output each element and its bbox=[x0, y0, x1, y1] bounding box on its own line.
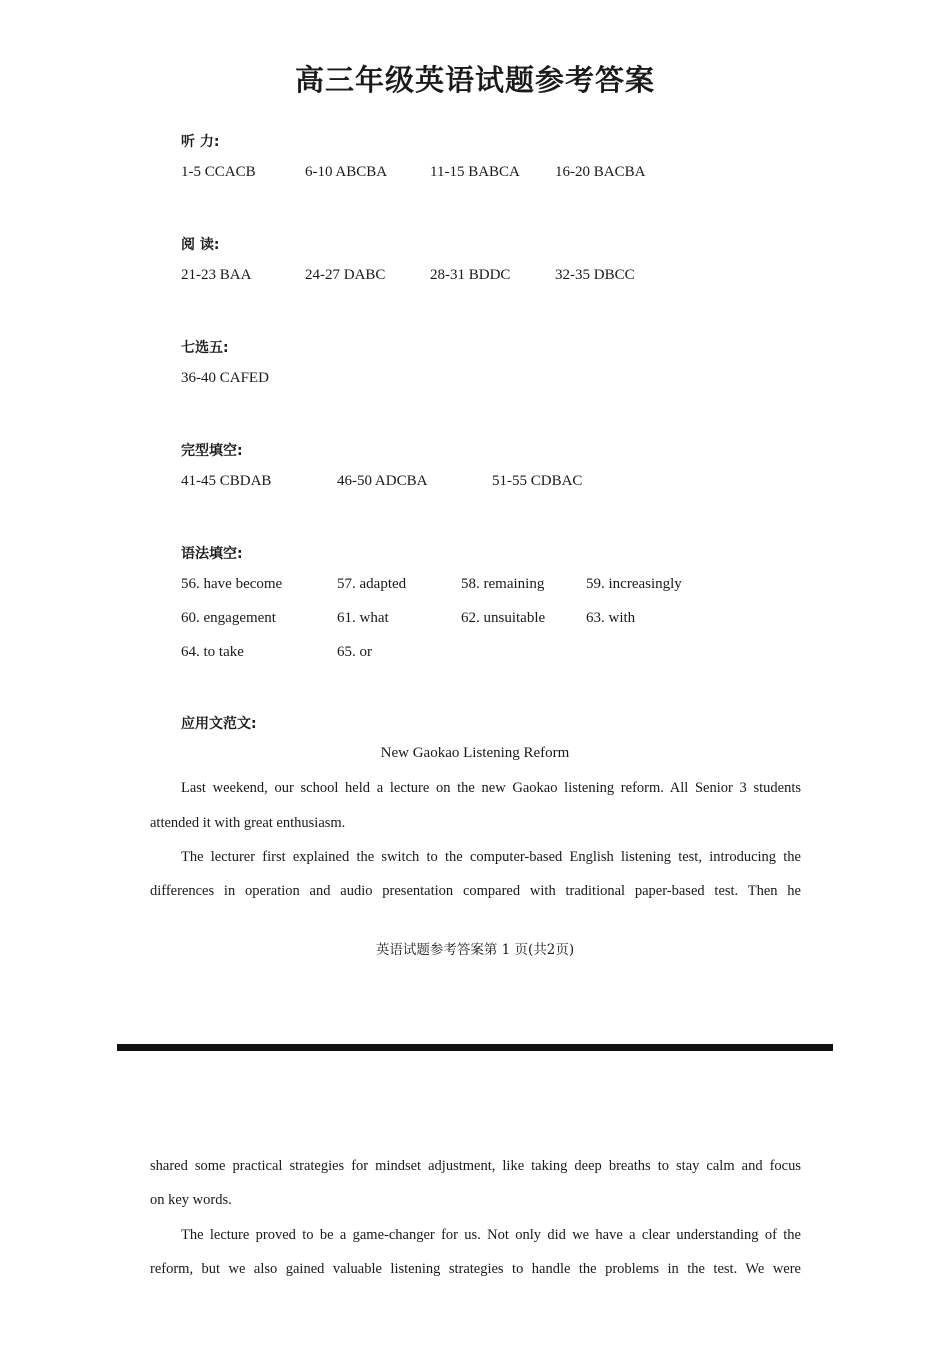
grammar-answer: 60. engagement bbox=[181, 610, 276, 626]
essay-line: The lecture proved to be a game-changer for us. Not only did we have a clear understanding of the bbox=[181, 1227, 801, 1243]
grammar-answer: 56. have become bbox=[181, 576, 283, 592]
essay-line: on key words. bbox=[150, 1192, 232, 1208]
answer-group: 1-5 CCACB bbox=[181, 164, 256, 180]
grammar-answer: 63. with bbox=[586, 610, 636, 626]
section-label-cloze: 完型填空: bbox=[181, 443, 243, 459]
essay-line: attended it with great enthusiasm. bbox=[150, 815, 346, 831]
answer-group: 36-40 CAFED bbox=[181, 370, 269, 386]
answer-group: 24-27 DABC bbox=[305, 267, 386, 283]
listening-answers bbox=[0, 164, 950, 186]
grammar-answer: 62. unsuitable bbox=[461, 610, 546, 626]
answer-group: 16-20 BACBA bbox=[555, 164, 646, 180]
answer-group: 32-35 DBCC bbox=[555, 267, 635, 283]
cloze-answers bbox=[0, 473, 950, 495]
essay-line: differences in operation and audio presentation compared with traditional paper-based test. Then he bbox=[150, 883, 801, 899]
page-title: 高三年级英语试题参考答案 bbox=[294, 63, 655, 97]
grammar-answer: 59. increasingly bbox=[586, 576, 682, 592]
answer-group: 6-10 ABCBA bbox=[305, 164, 388, 180]
essay-line: The lecturer first explained the switch to the computer-based English listening test, introducing the bbox=[181, 849, 801, 865]
answer-group: 46-50 ADCBA bbox=[337, 473, 428, 489]
page-divider bbox=[117, 1044, 833, 1051]
section-label-writing: 应用文范文: bbox=[181, 716, 257, 732]
essay-line: reform, but we also gained valuable listening strategies to handle the problems in the test. We were bbox=[150, 1261, 801, 1277]
page-footer: 英语试题参考答案第 1 页(共2页) bbox=[375, 942, 575, 958]
section-label-reading: 阅 读: bbox=[181, 237, 220, 253]
answer-group: 21-23 BAA bbox=[181, 267, 252, 283]
grammar-answer: 61. what bbox=[337, 610, 389, 626]
grammar-answers-row-2 bbox=[0, 610, 950, 632]
essay-line: Last weekend, our school held a lecture on the new Gaokao listening reform. All Senior 3 students bbox=[181, 780, 801, 796]
answer-group: 41-45 CBDAB bbox=[181, 473, 272, 489]
reading-answers bbox=[0, 267, 950, 289]
grammar-answers-row-1 bbox=[0, 576, 950, 598]
seven-choose-five-answers bbox=[0, 370, 950, 392]
grammar-answer: 57. adapted bbox=[337, 576, 407, 592]
essay-title: New Gaokao Listening Reform bbox=[380, 745, 570, 761]
section-label-seven-choose-five: 七选五: bbox=[181, 340, 229, 356]
grammar-answers-row-3 bbox=[0, 644, 950, 666]
section-label-listening: 听 力: bbox=[181, 134, 220, 150]
essay-line: shared some practical strategies for mindset adjustment, like taking deep breaths to stay calm and focus bbox=[150, 1158, 801, 1174]
section-label-grammar: 语法填空: bbox=[181, 546, 243, 562]
grammar-answer: 65. or bbox=[337, 644, 372, 660]
answer-group: 28-31 BDDC bbox=[430, 267, 511, 283]
answer-group: 51-55 CDBAC bbox=[492, 473, 583, 489]
grammar-answer: 64. to take bbox=[181, 644, 244, 660]
answer-group: 11-15 BABCA bbox=[430, 164, 520, 180]
grammar-answer: 58. remaining bbox=[461, 576, 545, 592]
